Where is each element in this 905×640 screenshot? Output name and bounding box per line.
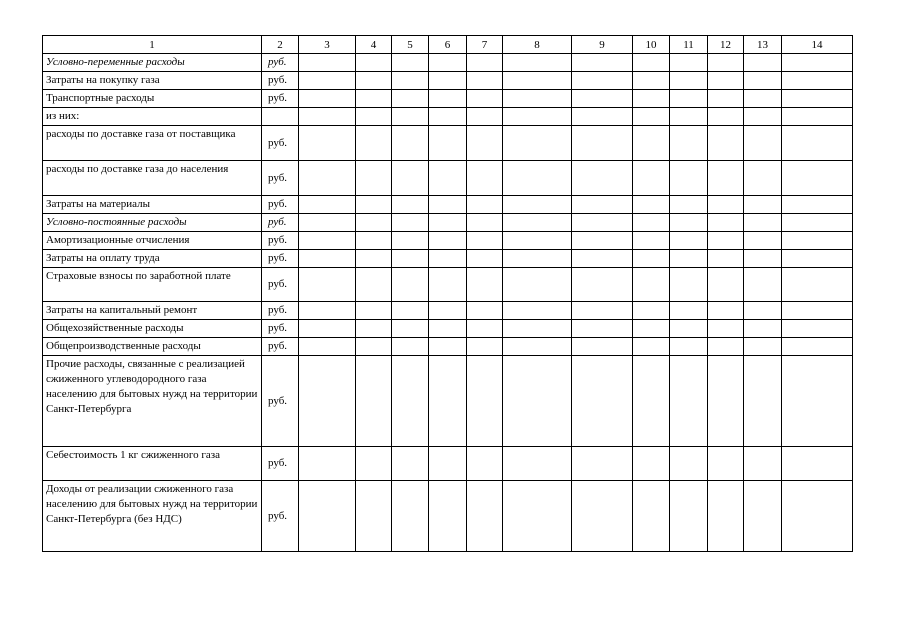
value-cell[interactable] (670, 338, 708, 356)
value-cell[interactable] (356, 126, 392, 161)
value-cell[interactable] (392, 126, 429, 161)
value-cell[interactable] (782, 356, 853, 447)
table-row (43, 90, 853, 108)
value-cell[interactable] (392, 161, 429, 196)
table-row (43, 161, 853, 196)
value-cell[interactable] (633, 320, 670, 338)
value-cell[interactable] (392, 108, 429, 126)
unit-cell: руб. (262, 196, 299, 214)
table-row (43, 302, 853, 320)
value-cell[interactable] (299, 90, 356, 108)
value-cell[interactable] (356, 72, 392, 90)
value-cell[interactable] (467, 126, 503, 161)
value-cell[interactable] (299, 54, 356, 72)
value-cell[interactable] (467, 108, 503, 126)
value-cell[interactable] (708, 214, 744, 232)
unit-cell: руб. (262, 320, 299, 338)
value-cell[interactable] (299, 108, 356, 126)
value-cell[interactable] (633, 108, 670, 126)
value-cell[interactable] (572, 338, 633, 356)
value-cell[interactable] (670, 250, 708, 268)
value-cell[interactable] (356, 90, 392, 108)
value-cell[interactable] (392, 196, 429, 214)
value-cell[interactable] (503, 232, 572, 250)
value-cell[interactable] (503, 196, 572, 214)
table-row (43, 126, 853, 161)
value-cell[interactable] (708, 356, 744, 447)
row-label-cell: Затраты на оплату труда (43, 250, 262, 268)
row-label-cell: Общепроизводственные расходы (43, 338, 262, 356)
value-cell[interactable] (670, 447, 708, 481)
value-cell[interactable] (392, 90, 429, 108)
value-cell[interactable] (299, 72, 356, 90)
value-cell[interactable] (670, 126, 708, 161)
value-cell[interactable] (633, 126, 670, 161)
value-cell[interactable] (744, 268, 782, 302)
value-cell[interactable] (670, 72, 708, 90)
unit-cell: руб. (262, 447, 299, 481)
unit-cell: руб. (262, 232, 299, 250)
value-cell[interactable] (572, 481, 633, 552)
value-cell[interactable] (429, 161, 467, 196)
value-cell[interactable] (467, 250, 503, 268)
row-label-cell: из них: (43, 108, 262, 126)
unit-cell: руб. (262, 481, 299, 552)
column-number-cell: 14 (782, 36, 853, 54)
value-cell[interactable] (392, 338, 429, 356)
value-cell[interactable] (782, 447, 853, 481)
table-row (43, 250, 853, 268)
table-row (43, 356, 853, 447)
value-cell[interactable] (670, 108, 708, 126)
value-cell[interactable] (744, 338, 782, 356)
unit-cell: руб. (262, 356, 299, 447)
table-body (43, 36, 853, 552)
value-cell[interactable] (392, 214, 429, 232)
value-cell[interactable] (572, 302, 633, 320)
column-number-cell: 6 (429, 36, 467, 54)
value-cell[interactable] (429, 320, 467, 338)
value-cell[interactable] (633, 72, 670, 90)
value-cell[interactable] (503, 250, 572, 268)
value-cell[interactable] (467, 214, 503, 232)
value-cell[interactable] (299, 126, 356, 161)
row-label-cell: Условно-постоянные расходы (43, 214, 262, 232)
value-cell[interactable] (429, 232, 467, 250)
value-cell[interactable] (503, 338, 572, 356)
value-cell[interactable] (356, 54, 392, 72)
row-label-cell: Доходы от реализации сжиженного газа населению для бытовых нужд на территории Санкт-Петербурга (без НДС) (43, 481, 262, 552)
value-cell[interactable] (708, 447, 744, 481)
value-cell[interactable] (503, 126, 572, 161)
row-label-cell: расходы по доставке газа до населения (43, 161, 262, 196)
value-cell[interactable] (429, 108, 467, 126)
value-cell[interactable] (708, 320, 744, 338)
row-label-cell: Себестоимость 1 кг сжиженного газа (43, 447, 262, 481)
value-cell[interactable] (744, 356, 782, 447)
value-cell[interactable] (503, 268, 572, 302)
value-cell[interactable] (467, 232, 503, 250)
row-label-cell: расходы по доставке газа от поставщика (43, 126, 262, 161)
value-cell[interactable] (392, 356, 429, 447)
value-cell[interactable] (670, 481, 708, 552)
value-cell[interactable] (572, 196, 633, 214)
value-cell[interactable] (572, 108, 633, 126)
unit-cell: руб. (262, 302, 299, 320)
value-cell[interactable] (392, 232, 429, 250)
unit-cell: руб. (262, 214, 299, 232)
value-cell[interactable] (708, 250, 744, 268)
value-cell[interactable] (467, 338, 503, 356)
unit-cell (262, 108, 299, 126)
value-cell[interactable] (392, 54, 429, 72)
value-cell[interactable] (429, 481, 467, 552)
value-cell[interactable] (782, 72, 853, 90)
value-cell[interactable] (392, 302, 429, 320)
value-cell[interactable] (572, 447, 633, 481)
row-label-cell: Страховые взносы по заработной плате (43, 268, 262, 302)
value-cell[interactable] (392, 72, 429, 90)
value-cell[interactable] (633, 54, 670, 72)
value-cell[interactable] (429, 447, 467, 481)
value-cell[interactable] (744, 196, 782, 214)
header-row (43, 36, 853, 54)
value-cell[interactable] (782, 196, 853, 214)
value-cell[interactable] (356, 447, 392, 481)
value-cell[interactable] (503, 447, 572, 481)
table-row (43, 268, 853, 302)
value-cell[interactable] (299, 481, 356, 552)
table-row (43, 338, 853, 356)
value-cell[interactable] (429, 54, 467, 72)
unit-cell: руб. (262, 161, 299, 196)
value-cell[interactable] (782, 481, 853, 552)
value-cell[interactable] (670, 196, 708, 214)
unit-cell: руб. (262, 90, 299, 108)
value-cell[interactable] (572, 232, 633, 250)
row-label-cell: Затраты на капитальный ремонт (43, 302, 262, 320)
value-cell[interactable] (429, 126, 467, 161)
table-row (43, 72, 853, 90)
value-cell[interactable] (782, 90, 853, 108)
value-cell[interactable] (429, 90, 467, 108)
value-cell[interactable] (392, 320, 429, 338)
value-cell[interactable] (744, 90, 782, 108)
value-cell[interactable] (782, 338, 853, 356)
value-cell[interactable] (744, 214, 782, 232)
value-cell[interactable] (708, 108, 744, 126)
value-cell[interactable] (429, 268, 467, 302)
row-label-cell: Затраты на материалы (43, 196, 262, 214)
column-number-cell: 3 (299, 36, 356, 54)
value-cell[interactable] (670, 320, 708, 338)
value-cell[interactable] (670, 356, 708, 447)
value-cell[interactable] (299, 250, 356, 268)
value-cell[interactable] (299, 232, 356, 250)
value-cell[interactable] (356, 196, 392, 214)
value-cell[interactable] (572, 214, 633, 232)
value-cell[interactable] (429, 302, 467, 320)
row-label-cell: Общехозяйственные расходы (43, 320, 262, 338)
value-cell[interactable] (572, 320, 633, 338)
row-label-cell: Амортизационные отчисления (43, 232, 262, 250)
value-cell[interactable] (744, 302, 782, 320)
value-cell[interactable] (356, 356, 392, 447)
column-number-cell: 12 (708, 36, 744, 54)
value-cell[interactable] (356, 268, 392, 302)
value-cell[interactable] (633, 302, 670, 320)
value-cell[interactable] (744, 447, 782, 481)
column-number-cell: 8 (503, 36, 572, 54)
row-label-cell: Условно-переменные расходы (43, 54, 262, 72)
value-cell[interactable] (503, 54, 572, 72)
value-cell[interactable] (503, 320, 572, 338)
unit-cell: руб. (262, 250, 299, 268)
row-label-cell: Прочие расходы, связанные с реализацией сжиженного углеводородного газа населению для бытовых нужд на территории Санкт-Петербурга (43, 356, 262, 447)
value-cell[interactable] (708, 196, 744, 214)
value-cell[interactable] (744, 126, 782, 161)
value-cell[interactable] (708, 126, 744, 161)
unit-cell: руб. (262, 338, 299, 356)
row-label-cell: Транспортные расходы (43, 90, 262, 108)
value-cell[interactable] (744, 320, 782, 338)
column-number-cell: 2 (262, 36, 299, 54)
value-cell[interactable] (744, 161, 782, 196)
value-cell[interactable] (467, 54, 503, 72)
value-cell[interactable] (503, 161, 572, 196)
value-cell[interactable] (467, 161, 503, 196)
value-cell[interactable] (633, 481, 670, 552)
value-cell[interactable] (782, 54, 853, 72)
value-cell[interactable] (744, 232, 782, 250)
value-cell[interactable] (572, 161, 633, 196)
value-cell[interactable] (356, 320, 392, 338)
value-cell[interactable] (708, 90, 744, 108)
value-cell[interactable] (392, 481, 429, 552)
value-cell[interactable] (356, 250, 392, 268)
cost-table (42, 35, 853, 552)
column-number-cell: 4 (356, 36, 392, 54)
value-cell[interactable] (503, 90, 572, 108)
value-cell[interactable] (503, 214, 572, 232)
value-cell[interactable] (708, 232, 744, 250)
value-cell[interactable] (708, 161, 744, 196)
table-row (43, 481, 853, 552)
value-cell[interactable] (429, 72, 467, 90)
column-number-cell: 9 (572, 36, 633, 54)
value-cell[interactable] (299, 268, 356, 302)
value-cell[interactable] (633, 196, 670, 214)
value-cell[interactable] (708, 268, 744, 302)
value-cell[interactable] (299, 196, 356, 214)
value-cell[interactable] (503, 302, 572, 320)
value-cell[interactable] (633, 232, 670, 250)
value-cell[interactable] (356, 161, 392, 196)
column-number-cell: 7 (467, 36, 503, 54)
value-cell[interactable] (670, 161, 708, 196)
value-cell[interactable] (429, 338, 467, 356)
value-cell[interactable] (572, 90, 633, 108)
table-row (43, 232, 853, 250)
value-cell[interactable] (708, 338, 744, 356)
value-cell[interactable] (299, 338, 356, 356)
value-cell[interactable] (572, 250, 633, 268)
value-cell[interactable] (429, 196, 467, 214)
value-cell[interactable] (299, 447, 356, 481)
value-cell[interactable] (429, 214, 467, 232)
value-cell[interactable] (467, 268, 503, 302)
value-cell[interactable] (467, 481, 503, 552)
table-row (43, 196, 853, 214)
value-cell[interactable] (503, 356, 572, 447)
value-cell[interactable] (572, 72, 633, 90)
value-cell[interactable] (299, 302, 356, 320)
value-cell[interactable] (708, 72, 744, 90)
value-cell[interactable] (392, 447, 429, 481)
value-cell[interactable] (633, 161, 670, 196)
value-cell[interactable] (572, 54, 633, 72)
value-cell[interactable] (392, 250, 429, 268)
value-cell[interactable] (670, 232, 708, 250)
value-cell[interactable] (299, 356, 356, 447)
column-number-cell: 1 (43, 36, 262, 54)
value-cell[interactable] (633, 250, 670, 268)
value-cell[interactable] (744, 54, 782, 72)
value-cell[interactable] (744, 72, 782, 90)
value-cell[interactable] (708, 54, 744, 72)
value-cell[interactable] (782, 108, 853, 126)
value-cell[interactable] (572, 268, 633, 302)
table-row (43, 108, 853, 126)
value-cell[interactable] (467, 447, 503, 481)
value-cell[interactable] (467, 196, 503, 214)
value-cell[interactable] (503, 481, 572, 552)
value-cell[interactable] (356, 302, 392, 320)
value-cell[interactable] (356, 108, 392, 126)
value-cell[interactable] (572, 126, 633, 161)
unit-cell: руб. (262, 72, 299, 90)
value-cell[interactable] (356, 214, 392, 232)
value-cell[interactable] (670, 268, 708, 302)
value-cell[interactable] (782, 268, 853, 302)
value-cell[interactable] (467, 72, 503, 90)
column-number-cell: 5 (392, 36, 429, 54)
value-cell[interactable] (670, 302, 708, 320)
unit-cell: руб. (262, 126, 299, 161)
value-cell[interactable] (633, 356, 670, 447)
value-cell[interactable] (467, 302, 503, 320)
value-cell[interactable] (429, 250, 467, 268)
value-cell[interactable] (503, 108, 572, 126)
value-cell[interactable] (670, 54, 708, 72)
value-cell[interactable] (782, 232, 853, 250)
table-row (43, 320, 853, 338)
unit-cell: руб. (262, 54, 299, 72)
value-cell[interactable] (782, 250, 853, 268)
value-cell[interactable] (356, 481, 392, 552)
value-cell[interactable] (467, 356, 503, 447)
value-cell[interactable] (503, 72, 572, 90)
unit-cell: руб. (262, 268, 299, 302)
value-cell[interactable] (392, 268, 429, 302)
value-cell[interactable] (633, 214, 670, 232)
value-cell[interactable] (782, 320, 853, 338)
value-cell[interactable] (670, 90, 708, 108)
value-cell[interactable] (356, 232, 392, 250)
column-number-cell: 10 (633, 36, 670, 54)
value-cell[interactable] (299, 320, 356, 338)
value-cell[interactable] (708, 481, 744, 552)
value-cell[interactable] (356, 338, 392, 356)
value-cell[interactable] (744, 108, 782, 126)
value-cell[interactable] (744, 250, 782, 268)
value-cell[interactable] (429, 356, 467, 447)
value-cell[interactable] (299, 214, 356, 232)
value-cell[interactable] (467, 90, 503, 108)
value-cell[interactable] (744, 481, 782, 552)
table-row (43, 54, 853, 72)
value-cell[interactable] (782, 126, 853, 161)
value-cell[interactable] (782, 214, 853, 232)
value-cell[interactable] (782, 161, 853, 196)
column-number-cell: 11 (670, 36, 708, 54)
value-cell[interactable] (467, 320, 503, 338)
value-cell[interactable] (782, 302, 853, 320)
value-cell[interactable] (670, 214, 708, 232)
value-cell[interactable] (633, 268, 670, 302)
table-row (43, 214, 853, 232)
value-cell[interactable] (633, 338, 670, 356)
value-cell[interactable] (633, 90, 670, 108)
table-row (43, 447, 853, 481)
row-label-cell: Затраты на покупку газа (43, 72, 262, 90)
value-cell[interactable] (633, 447, 670, 481)
value-cell[interactable] (299, 161, 356, 196)
value-cell[interactable] (572, 356, 633, 447)
value-cell[interactable] (708, 302, 744, 320)
column-number-cell: 13 (744, 36, 782, 54)
